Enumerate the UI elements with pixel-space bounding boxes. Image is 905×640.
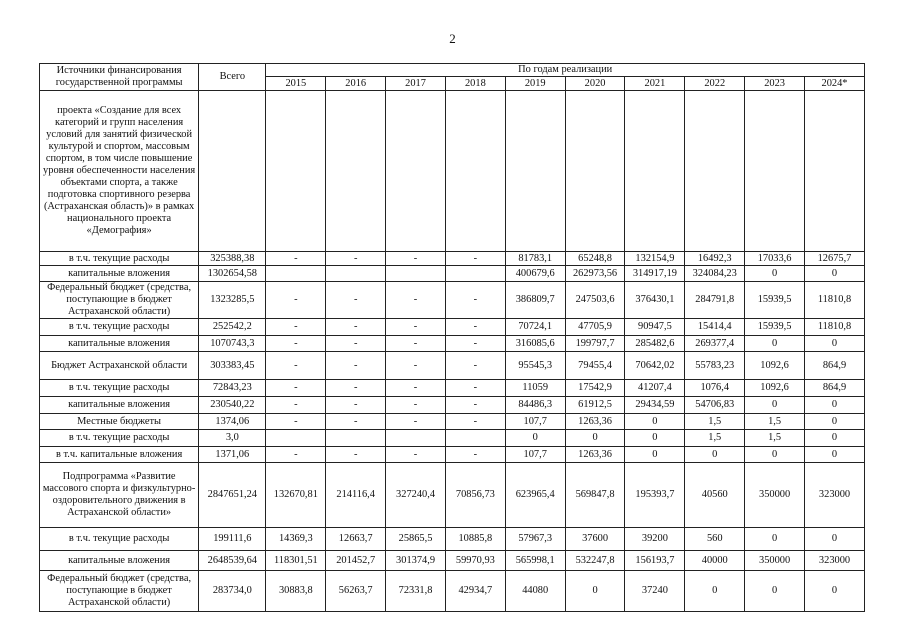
year-value: 56263,7: [326, 571, 386, 612]
year-header: 2016: [326, 77, 386, 91]
year-value: 195393,7: [625, 463, 685, 528]
year-value: 201452,7: [326, 551, 386, 571]
year-value: 350000: [745, 463, 805, 528]
year-value: 0: [745, 336, 805, 352]
page-number: 2: [449, 31, 456, 46]
year-value: 0: [745, 528, 805, 551]
table-row: [40, 397, 865, 414]
year-value: 61912,5: [565, 397, 625, 414]
year-value: -: [266, 447, 326, 463]
year-value: -: [386, 397, 446, 414]
year-value: -: [326, 252, 386, 266]
year-value: 0: [565, 430, 625, 447]
year-value: 400679,6: [505, 266, 565, 282]
year-value: 214116,4: [326, 463, 386, 528]
year-value: -: [445, 282, 505, 319]
year-value: -: [445, 336, 505, 352]
year-value: 0: [505, 430, 565, 447]
year-value: [266, 266, 326, 282]
year-value: -: [445, 414, 505, 430]
table-row: [40, 551, 865, 571]
year-value: -: [326, 336, 386, 352]
year-value: 0: [805, 414, 865, 430]
table-row: [40, 252, 865, 266]
row-total: 1302654,58: [199, 266, 266, 282]
row-label: капитальные вложения: [40, 397, 199, 414]
header-source: Источники финансирования государственной программы: [40, 64, 199, 91]
row-label: в т.ч. текущие расходы: [40, 528, 199, 551]
year-value: 40560: [685, 463, 745, 528]
row-total: 230540,22: [199, 397, 266, 414]
year-value: 532247,8: [565, 551, 625, 571]
year-value: 15939,5: [745, 319, 805, 336]
year-value: 1092,6: [745, 352, 805, 380]
year-value: 70856,73: [445, 463, 505, 528]
year-value: 316085,6: [505, 336, 565, 352]
year-value: -: [386, 319, 446, 336]
year-value: 15414,4: [685, 319, 745, 336]
year-value: 0: [745, 571, 805, 612]
year-value: 11810,8: [805, 319, 865, 336]
year-value: 0: [745, 266, 805, 282]
row-total: 2847651,24: [199, 463, 266, 528]
year-value: -: [326, 282, 386, 319]
year-value: -: [386, 380, 446, 397]
year-value: 12663,7: [326, 528, 386, 551]
row-label: Местные бюджеты: [40, 414, 199, 430]
year-value: 12675,7: [805, 252, 865, 266]
year-value: -: [326, 319, 386, 336]
year-value: -: [445, 380, 505, 397]
row-label: в т.ч. текущие расходы: [40, 380, 199, 397]
year-value: 565998,1: [505, 551, 565, 571]
year-header: 2024*: [805, 77, 865, 91]
year-value: 1092,6: [745, 380, 805, 397]
year-value: 107,7: [505, 414, 565, 430]
year-value: 47705,9: [565, 319, 625, 336]
table-row: [40, 414, 865, 430]
year-header: 2018: [445, 77, 505, 91]
year-value: -: [266, 319, 326, 336]
year-value: [326, 266, 386, 282]
year-value: 0: [685, 447, 745, 463]
year-value: 84486,3: [505, 397, 565, 414]
table-row: [40, 571, 865, 612]
year-header: 2020: [565, 77, 625, 91]
year-value: 44080: [505, 571, 565, 612]
year-value: 350000: [745, 551, 805, 571]
year-value: -: [386, 447, 446, 463]
year-value: 1,5: [745, 414, 805, 430]
year-header: 2015: [266, 77, 326, 91]
year-value: 0: [625, 414, 685, 430]
year-header: 2019: [505, 77, 565, 91]
year-value: 59970,93: [445, 551, 505, 571]
table-row: [40, 336, 865, 352]
intro-row: [40, 91, 865, 252]
year-value: 864,9: [805, 352, 865, 380]
year-value: 0: [625, 430, 685, 447]
year-value: 107,7: [505, 447, 565, 463]
year-value: -: [386, 252, 446, 266]
table-row: [40, 447, 865, 463]
year-value: 70642,02: [625, 352, 685, 380]
year-value: 79455,4: [565, 352, 625, 380]
year-value: 301374,9: [386, 551, 446, 571]
year-value: 156193,7: [625, 551, 685, 571]
year-value: -: [445, 252, 505, 266]
year-value: 11810,8: [805, 282, 865, 319]
row-label: Подпрограмма «Развитие массового спорта и физкультурно-оздоровительного движения в Астраханской области»: [40, 463, 199, 528]
year-value: 569847,8: [565, 463, 625, 528]
year-value: -: [266, 282, 326, 319]
year-value: [266, 430, 326, 447]
year-value: 25865,5: [386, 528, 446, 551]
table-row: [40, 319, 865, 336]
row-label: в т.ч. текущие расходы: [40, 319, 199, 336]
year-value: 1,5: [685, 430, 745, 447]
row-total: 3,0: [199, 430, 266, 447]
year-value: 0: [805, 447, 865, 463]
header-total: Всего: [199, 64, 266, 91]
year-value: -: [266, 352, 326, 380]
year-value: 269377,4: [685, 336, 745, 352]
year-value: [386, 430, 446, 447]
year-value: -: [326, 352, 386, 380]
year-value: 262973,56: [565, 266, 625, 282]
year-header: 2017: [386, 77, 446, 91]
year-value: 1,5: [745, 430, 805, 447]
table-row: [40, 380, 865, 397]
year-value: 90947,5: [625, 319, 685, 336]
year-value: -: [386, 336, 446, 352]
row-label: капитальные вложения: [40, 336, 199, 352]
row-label: в т.ч. капитальные вложения: [40, 447, 199, 463]
year-value: 327240,4: [386, 463, 446, 528]
year-value: 72331,8: [386, 571, 446, 612]
year-value: -: [266, 252, 326, 266]
year-value: 118301,51: [266, 551, 326, 571]
year-value: 386809,7: [505, 282, 565, 319]
year-value: 0: [805, 397, 865, 414]
year-value: 623965,4: [505, 463, 565, 528]
year-value: 324084,23: [685, 266, 745, 282]
year-value: 0: [565, 571, 625, 612]
year-value: 41207,4: [625, 380, 685, 397]
year-value: -: [266, 414, 326, 430]
year-value: 314917,19: [625, 266, 685, 282]
row-total: 72843,23: [199, 380, 266, 397]
year-value: -: [266, 397, 326, 414]
year-value: 0: [625, 447, 685, 463]
year-value: 1076,4: [685, 380, 745, 397]
year-value: -: [266, 380, 326, 397]
year-value: 0: [805, 571, 865, 612]
year-value: -: [445, 319, 505, 336]
year-value: 65248,8: [565, 252, 625, 266]
year-value: 54706,83: [685, 397, 745, 414]
financing-table: [39, 63, 865, 612]
row-label: в т.ч. текущие расходы: [40, 430, 199, 447]
row-label: Бюджет Астраханской области: [40, 352, 199, 380]
year-value: 132670,81: [266, 463, 326, 528]
year-value: 0: [805, 336, 865, 352]
year-value: 10885,8: [445, 528, 505, 551]
year-value: 15939,5: [745, 282, 805, 319]
table-row: [40, 430, 865, 447]
year-value: [445, 266, 505, 282]
year-value: 0: [805, 266, 865, 282]
year-value: -: [326, 397, 386, 414]
year-value: [386, 266, 446, 282]
year-value: 95545,3: [505, 352, 565, 380]
header-years-group: По годам реализации: [266, 64, 865, 77]
year-value: 42934,7: [445, 571, 505, 612]
year-value: 1263,36: [565, 447, 625, 463]
row-total: 1070743,3: [199, 336, 266, 352]
year-value: 17033,6: [745, 252, 805, 266]
year-value: -: [445, 397, 505, 414]
year-value: -: [326, 380, 386, 397]
year-value: -: [386, 414, 446, 430]
year-header: 2022: [685, 77, 745, 91]
year-value: -: [445, 352, 505, 380]
year-value: 0: [805, 528, 865, 551]
row-total: 2648539,64: [199, 551, 266, 571]
year-value: 0: [805, 430, 865, 447]
year-value: -: [266, 336, 326, 352]
year-value: 57967,3: [505, 528, 565, 551]
year-value: 0: [745, 447, 805, 463]
year-value: [326, 430, 386, 447]
intro-text: проекта «Создание для всех категорий и групп населения условий для занятий физической культурой и спортом, массовым спортом, в том числе повышение уровня обеспеченности населения объектами спорта, а также подготовка спортивного резерва (Астраханская область)» в рамках национального проекта «Демография»: [40, 91, 199, 252]
year-value: 37240: [625, 571, 685, 612]
year-value: 16492,3: [685, 252, 745, 266]
year-value: 29434,59: [625, 397, 685, 414]
year-value: 30883,8: [266, 571, 326, 612]
year-value: 323000: [805, 463, 865, 528]
year-value: -: [326, 447, 386, 463]
year-value: 247503,6: [565, 282, 625, 319]
year-value: 199797,7: [565, 336, 625, 352]
row-total: 283734,0: [199, 571, 266, 612]
year-value: 376430,1: [625, 282, 685, 319]
year-value: 560: [685, 528, 745, 551]
year-value: 132154,9: [625, 252, 685, 266]
year-header: 2021: [625, 77, 685, 91]
year-value: 14369,3: [266, 528, 326, 551]
year-value: -: [445, 447, 505, 463]
year-value: 285482,6: [625, 336, 685, 352]
year-value: 17542,9: [565, 380, 625, 397]
year-value: 70724,1: [505, 319, 565, 336]
year-value: 55783,23: [685, 352, 745, 380]
row-total: 199111,6: [199, 528, 266, 551]
year-header: 2023: [745, 77, 805, 91]
year-value: 864,9: [805, 380, 865, 397]
row-label: капитальные вложения: [40, 266, 199, 282]
row-label: в т.ч. текущие расходы: [40, 252, 199, 266]
year-value: 39200: [625, 528, 685, 551]
table-row: [40, 528, 865, 551]
row-total: 1323285,5: [199, 282, 266, 319]
year-value: 37600: [565, 528, 625, 551]
row-total: 1371,06: [199, 447, 266, 463]
year-value: 0: [685, 571, 745, 612]
year-value: 0: [745, 397, 805, 414]
year-value: 40000: [685, 551, 745, 571]
year-value: -: [386, 282, 446, 319]
table-row: [40, 352, 865, 380]
row-total: 252542,2: [199, 319, 266, 336]
year-value: -: [326, 414, 386, 430]
table-row: [40, 282, 865, 319]
year-value: 81783,1: [505, 252, 565, 266]
year-value: 1263,36: [565, 414, 625, 430]
row-total: 1374,06: [199, 414, 266, 430]
table-row: [40, 266, 865, 282]
year-value: 11059: [505, 380, 565, 397]
year-value: [445, 430, 505, 447]
row-total: 325388,38: [199, 252, 266, 266]
year-value: 1,5: [685, 414, 745, 430]
table-row: [40, 463, 865, 528]
row-label: капитальные вложения: [40, 551, 199, 571]
row-total: 303383,45: [199, 352, 266, 380]
year-value: 284791,8: [685, 282, 745, 319]
year-value: 323000: [805, 551, 865, 571]
row-label: Федеральный бюджет (средства, поступающие в бюджет Астраханской области): [40, 571, 199, 612]
year-value: -: [386, 352, 446, 380]
row-label: Федеральный бюджет (средства, поступающие в бюджет Астраханской области): [40, 282, 199, 319]
